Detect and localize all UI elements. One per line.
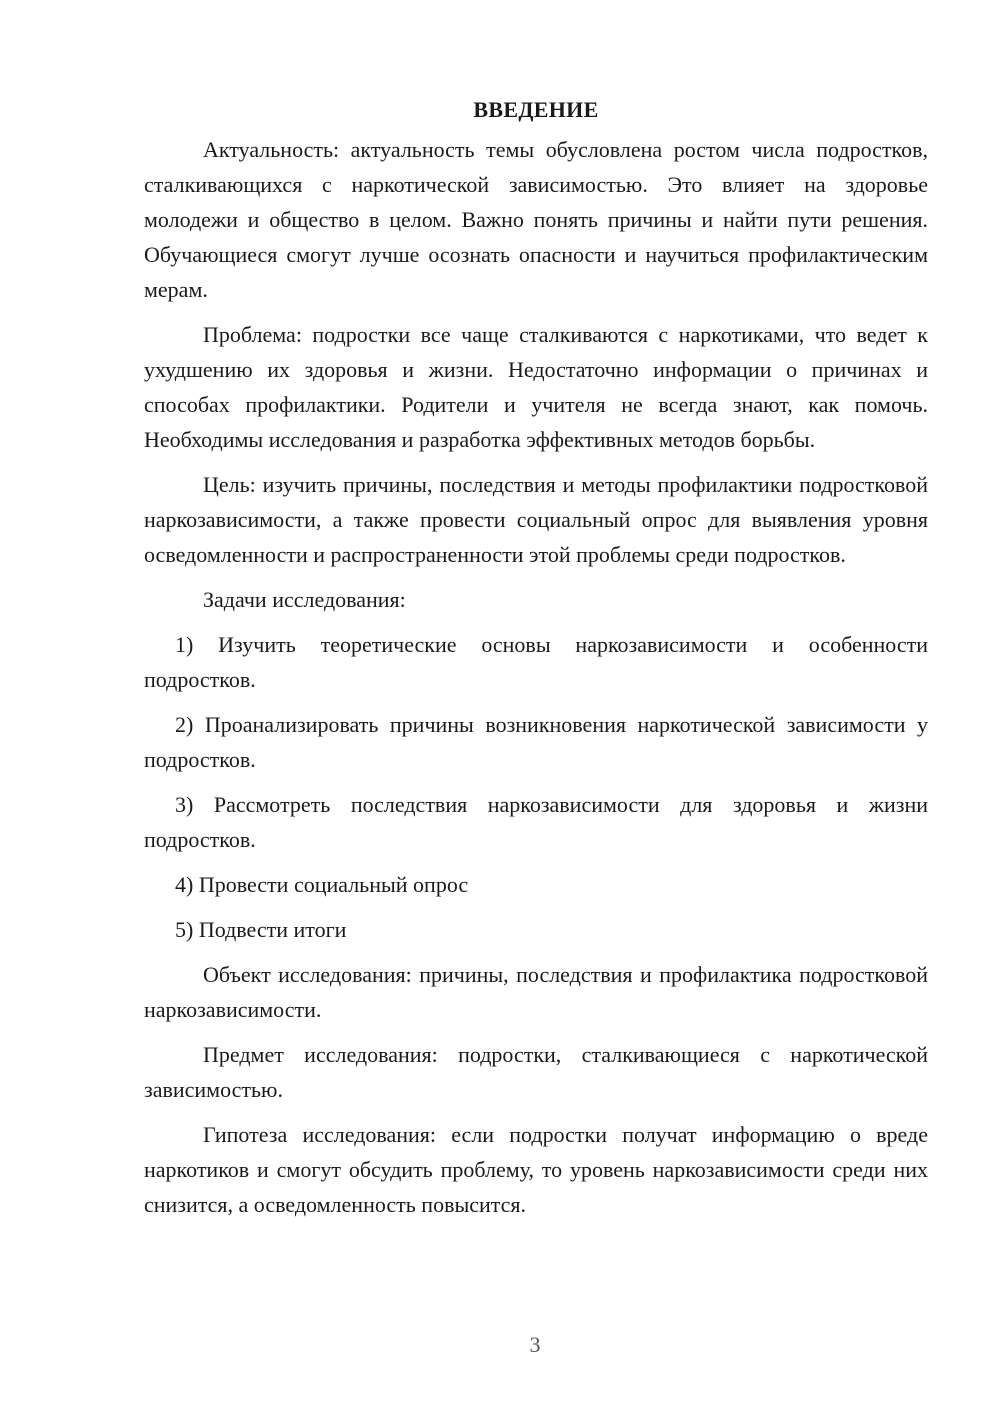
paragraph-hypothesis: Гипотеза исследования: если подростки получат информацию о вреде наркотиков и смогут обсудить проблему, то уровень наркозависимости среди них снизится, а осведомленность повысится. (144, 1122, 928, 1217)
task-item-5: 5) Подвести итоги (175, 917, 347, 942)
paragraph-relevance: Актуальность: актуальность темы обусловлена ростом числа подростков, сталкивающихся с наркотической зависимостью. Это влияет на здоровье молодежи и общество в целом. Важно понять причины и найти пути решения. Обучающиеся смогут лучше осознать опасности и научиться профилактическим мерам. (144, 137, 928, 302)
task-item-3: 3) Рассмотреть последствия наркозависимости для здоровья и жизни подростков. (144, 792, 928, 852)
task-item-1: 1) Изучить теоретические основы наркозависимости и особенности подростков. (144, 632, 928, 692)
task-item-2: 2) Проанализировать причины возникновения наркотической зависимости у подростков. (144, 712, 928, 772)
paragraph-goal: Цель: изучить причины, последствия и методы профилактики подростковой наркозависимости, а также провести социальный опрос для выявления уровня осведомленности и распространенности этой проблемы среди подростков. (144, 472, 928, 567)
paragraph-object: Объект исследования: причины, последствия и профилактика подростковой наркозависимости. (144, 962, 928, 1022)
document-page (144, 92, 928, 1232)
task-item-4: 4) Провести социальный опрос (175, 872, 469, 897)
page-title: ВВЕДЕНИЕ (473, 97, 599, 122)
paragraph-problem: Проблема: подростки все чаще сталкиваются с наркотиками, что ведет к ухудшению их здоровья и жизни. Недостаточно информации о причинах и способах профилактики. Родители и учителя не всегда знают, как помочь. Необходимы исследования и разработка эффективных методов борьбы. (144, 322, 928, 452)
paragraph-subject: Предмет исследования: подростки, сталкивающиеся с наркотической зависимостью. (144, 1042, 928, 1102)
paragraph-tasks-heading: Задачи исследования: (203, 587, 406, 612)
page-number: 3 (529, 1332, 541, 1357)
